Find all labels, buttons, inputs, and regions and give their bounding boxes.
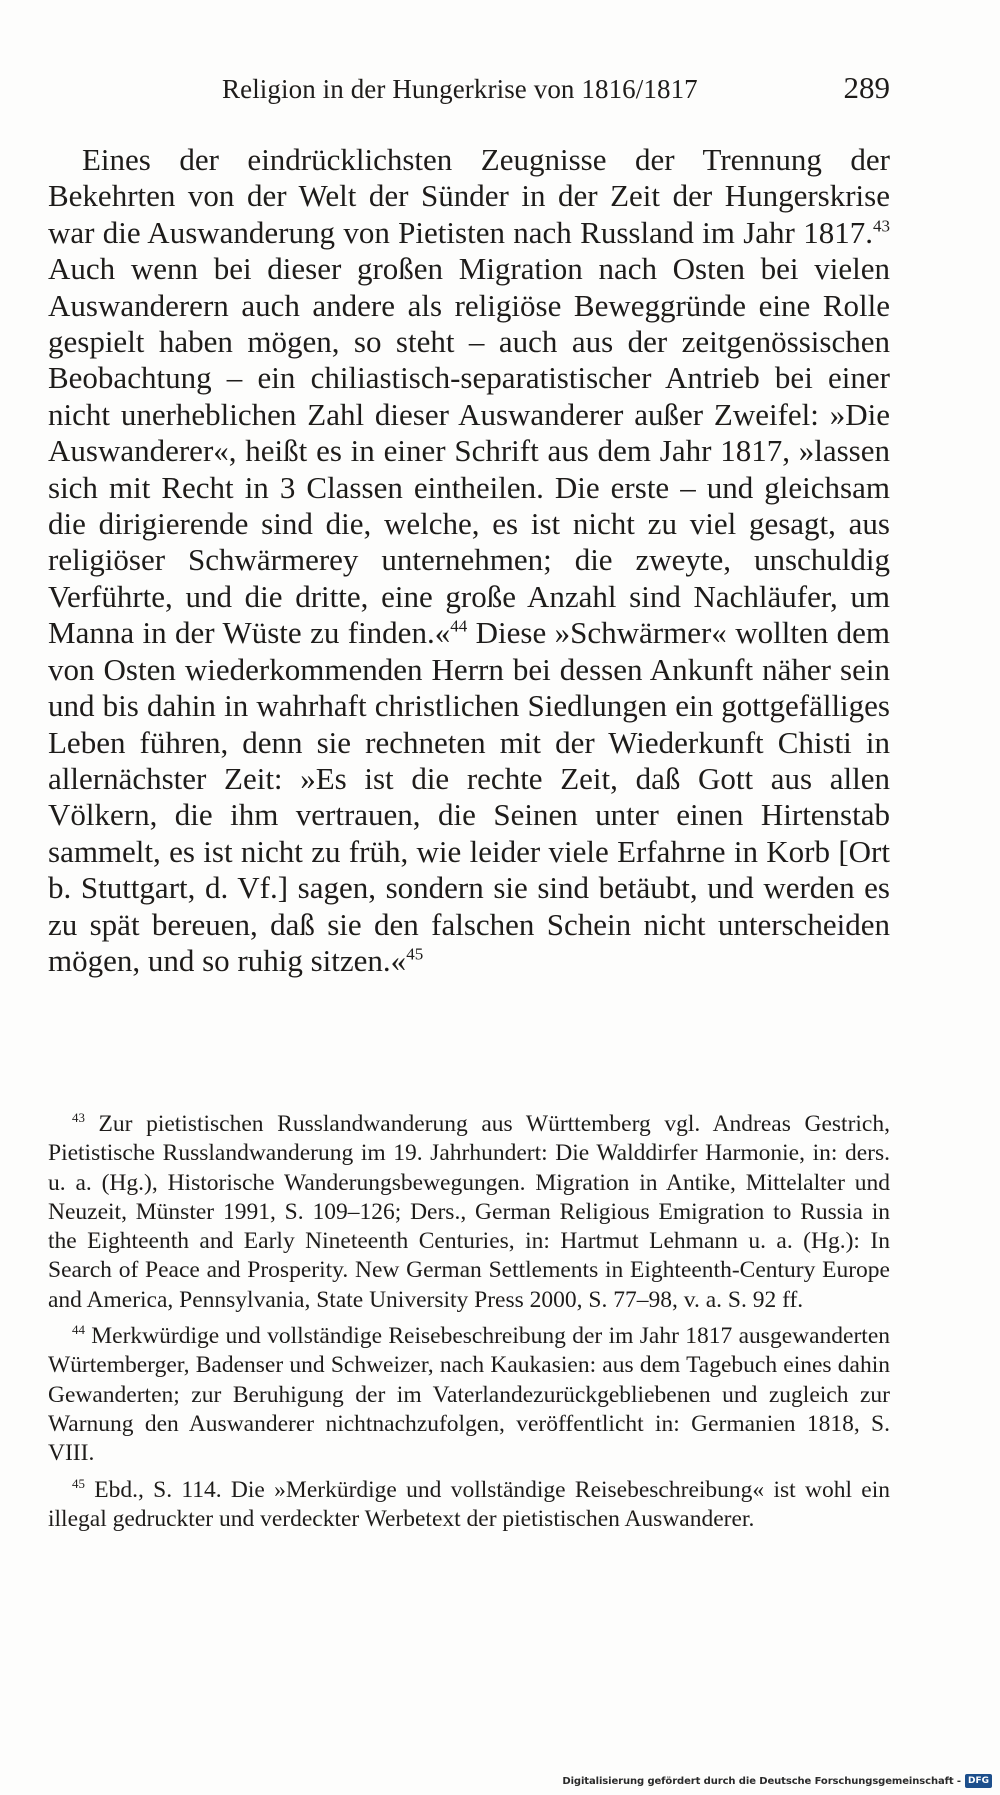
body-text-part-1: Eines der eindrücklichsten Zeugnisse der Trennung der Bekehrten von der Welt der Sünder in der Zeit der Hungerskrise war die Auswanderung von Pietisten nach Russland im Jahr 1817.: [48, 142, 890, 250]
dfg-logo: DFG: [965, 1774, 992, 1788]
footnote-text: Ebd., S. 114. Die »Merkürdige und vollständige Reisebeschreibung« ist wohl ein illegal gedruckter und verdeckter Werbetext der pietistischen Auswanderer.: [48, 1476, 890, 1532]
footnote-number: 43: [72, 1110, 85, 1126]
footnote-43: [48, 1110, 890, 1315]
running-head: [222, 70, 890, 110]
footnote-ref-43[interactable]: 43: [872, 216, 890, 236]
footnote-45: [48, 1476, 890, 1535]
footnote-ref-44[interactable]: 44: [450, 616, 468, 636]
body-text-part-2: Auch wenn bei dieser großen Migration nach Osten bei vielen Auswanderern auch andere als religiöse Beweggründe eine Rolle gespielt haben mögen, so steht – auch aus der zeitgenössischen Beobachtung – ein chiliastisch-separatistischer Antrieb bei einer nicht unerheblichen Zahl dieser Auswanderer außer Zweifel: »Die Auswanderer«, heißt es in einer Schrift aus dem Jahr 1817, »lassen sich mit Recht in 3 Classen eintheilen. Die erste – und gleichsam die dirigierende sind die, welche, es ist nicht zu viel gesagt, aus religiöser Schwärmerey unternehmen; die zweyte, unschuldig Verführte, und die dritte, eine große Anzahl sind Nachläufer, um Manna in der Wüste zu finden.«: [48, 251, 890, 651]
body-paragraph: [48, 142, 890, 979]
body-text-part-3: Diese »Schwärmer« wollten dem von Osten wiederkommenden Herrn bei dessen Ankunft näher sein und bis dahin in wahrhaft christlichen Siedlungen ein gottgefälliges Leben führen, denn sie rechneten mit der Wiederkunft Chisti in allernächster Zeit: »Es ist die rechte Zeit, daß Gott aus allen Völkern, die ihm vertrauen, die Seinen unter einen Hirtenstab sammelt, es ist nicht zu früh, wie leider viele Erfahrne in Korb [Ort b. Stuttgart, d. Vf.] sagen, sondern sie sind betäubt, und werden es zu spät bereuen, daß sie den falschen Schein nicht unterscheiden mögen, und so ruhig sitzen.«: [48, 615, 890, 978]
footnote-ref-45[interactable]: 45: [406, 944, 424, 964]
footnote-44: [48, 1322, 890, 1468]
digitization-note: Digitalisierung gefördert durch die Deutsche Forschungsgemeinschaft -: [562, 1775, 961, 1787]
footnote-text: Merkwürdige und vollständige Reisebeschreibung der im Jahr 1817 ausgewanderten Würtemberger, Badenser und Schweizer, nach Kaukasien: aus dem Tagebuch eines dahin Gewanderten; zur Beruhigung der im Vaterlandezurückgebliebenen und zugleich zur Warnung den Auswanderer nichtnachzufolgen, veröffentlicht in: Germanien 1818, S. VIII.: [48, 1323, 890, 1467]
footnote-number: 44: [72, 1322, 85, 1338]
running-title: Religion in der Hungerkrise von 1816/1817: [222, 74, 698, 104]
footnote-text: Zur pietistischen Russlandwanderung aus Württemberg vgl. Andreas Gestrich, Pietistische Russlandwanderung im 19. Jahrhundert: Die Walddirfer Harmonie, in: ders. u. a. (Hg.), Historische Wanderungsbewegungen. Migration in Antike, Mittelalter und Neuzeit, Münster 1991, S. 109–126; Ders., German Religious Emigration to Russia in the Eighteenth and Early Nineteenth Centuries, in: Hartmut Lehmann u. a. (Hg.): In Search of Peace and Prosperity. New German Settlements in Eighteenth-Century Europe and America, Pennsylvania, State University Press 2000, S. 77–98, v. a. S. 92 ff.: [48, 1111, 890, 1313]
footnotes: [48, 1110, 890, 1541]
page-number: 289: [843, 70, 890, 105]
footnote-number: 45: [72, 1475, 85, 1491]
digitization-footer: [562, 1771, 992, 1791]
